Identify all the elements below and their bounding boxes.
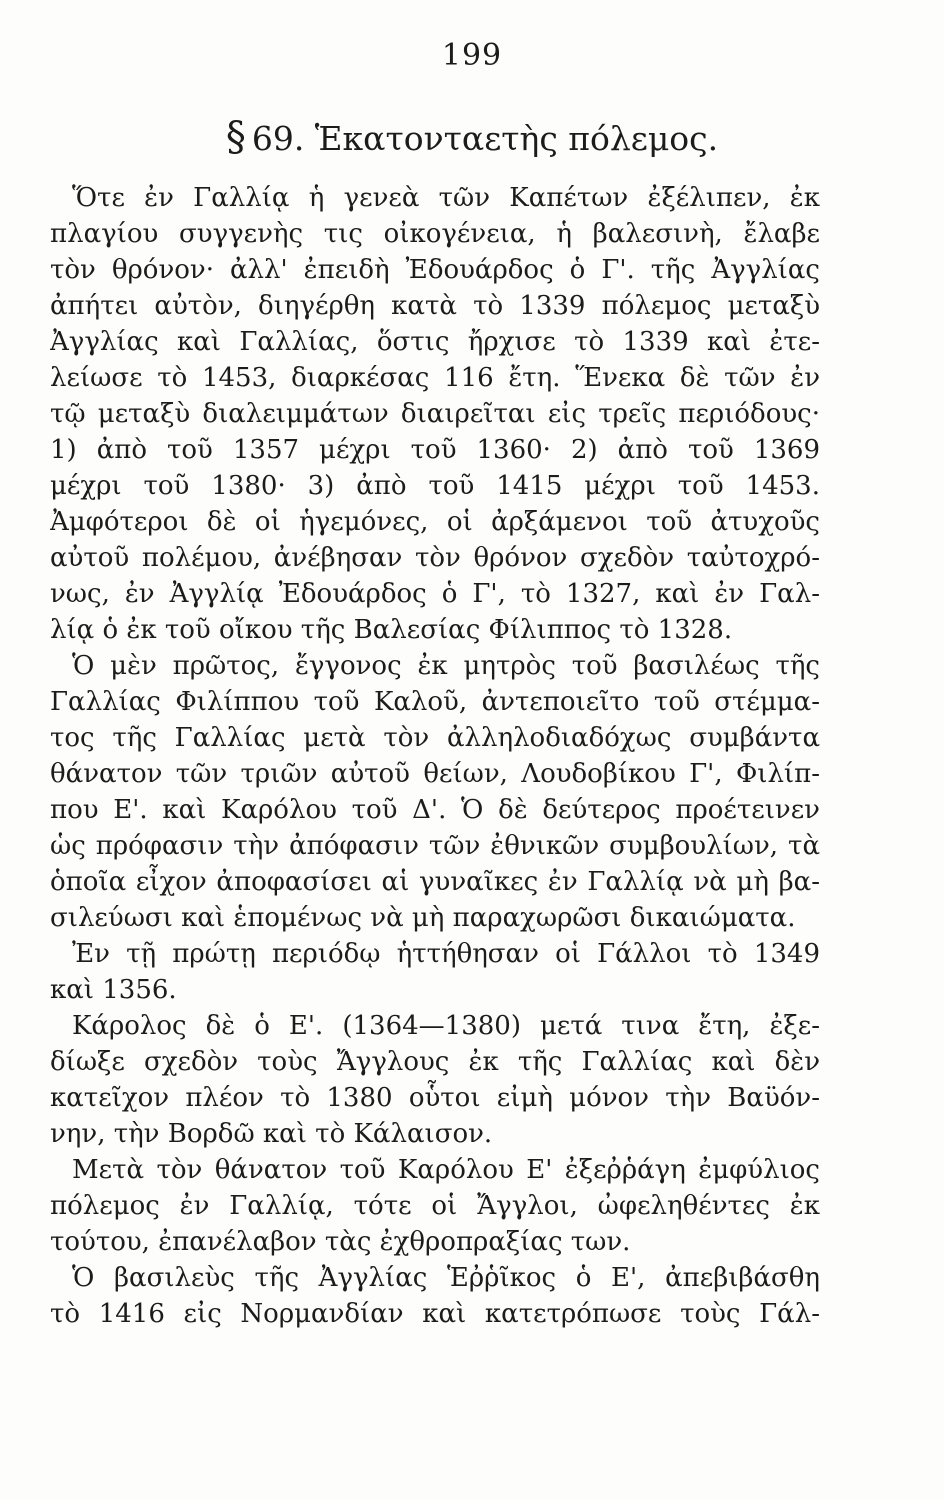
- text-line: Ὅτε ἐν Γαλλίᾳ ἡ γενεὰ τῶν Καπέτων ἐξέλιπεν, ἐκ: [72, 183, 820, 213]
- section-heading: [0, 114, 944, 160]
- text-line: σιλεύωσι καὶ ἑπομένως νὰ μὴ παραχωρῶσι δικαιώματα.: [50, 903, 796, 933]
- text-line: Κάρολος δὲ ὁ Ε'. (1364—1380) μετά τινα ἔτη, ἐξε-: [72, 1011, 820, 1041]
- text-line: Μετὰ τὸν θάνατον τοῦ Καρόλου Ε' ἐξεῤῥάγη ἐμφύλιος: [72, 1155, 820, 1185]
- text-line: Γαλλίας Φιλίππου τοῦ Καλοῦ, ἀντεποιεῖτο τοῦ στέμμα-: [50, 687, 820, 717]
- text-line: ὡς πρόφασιν τὴν ἀπόφασιν τῶν ἐθνικῶν συμβουλίων, τὰ: [50, 831, 820, 861]
- section-title: 69. Ἑκατονταετὴς πόλεμος.: [251, 119, 719, 158]
- text-line: πόλεμος ἐν Γαλλίᾳ, τότε οἱ Ἄγγλοι, ὠφεληθέντες ἐκ: [50, 1191, 820, 1221]
- text-line: πλαγίου συγγενὴς τις οἰκογένεια, ἡ βαλεσινὴ, ἔλαβε: [50, 219, 820, 249]
- text-line: νως, ἐν Ἀγγλίᾳ Ἐδουάρδος ὁ Γ', τὸ 1327, καὶ ἐν Γαλ-: [50, 579, 820, 609]
- text-line: Ὁ μὲν πρῶτος, ἔγγονος ἐκ μητρὸς τοῦ βασιλέως τῆς: [72, 651, 820, 681]
- text-line: τούτου, ἐπανέλαβον τὰς ἐχθροπραξίας των.: [50, 1227, 631, 1257]
- text-line: ὁποῖα εἶχον ἀποφασίσει αἱ γυναῖκες ἐν Γαλλίᾳ νὰ μὴ βα-: [50, 867, 820, 897]
- text-line: τος τῆς Γαλλίας μετὰ τὸν ἀλληλοδιαδόχως συμβάντα: [50, 723, 820, 753]
- text-line: νην, τὴν Βορδῶ καὶ τὸ Κάλαισον.: [50, 1119, 493, 1149]
- text-line: τῷ μεταξὺ διαλειμμάτων διαιρεῖται εἰς τρεῖς περιόδους·: [50, 399, 820, 429]
- text-line: Ὁ βασιλεὺς τῆς Ἀγγλίας Ἑῤῥῖκος ὁ Ε', ἀπεβιβάσθη: [72, 1263, 820, 1293]
- text-line: Ἐν τῇ πρώτῃ περιόδῳ ἡττήθησαν οἱ Γάλλοι τὸ 1349: [72, 939, 820, 969]
- text-line: τὸ 1416 εἰς Νορμανδίαν καὶ κατετρόπωσε τοὺς Γάλ-: [50, 1299, 820, 1329]
- text-line: λίᾳ ὁ ἐκ τοῦ οἴκου τῆς Βαλεσίας Φίλιππος τὸ 1328.: [50, 615, 733, 645]
- text-line: δίωξε σχεδὸν τοὺς Ἄγγλους ἐκ τῆς Γαλλίας καὶ δὲν: [50, 1047, 820, 1077]
- text-line: που Ε'. καὶ Καρόλου τοῦ Δ'. Ὁ δὲ δεύτερος προέτεινεν: [50, 795, 820, 825]
- text-line: αὐτοῦ πολέμου, ἀνέβησαν τὸν θρόνον σχεδὸν ταὐτοχρό-: [50, 543, 820, 573]
- text-line: Ἀμφότεροι δὲ οἱ ἡγεμόνες, οἱ ἀρξάμενοι τοῦ ἀτυχοῦς: [50, 507, 820, 537]
- section-sign: §: [225, 114, 246, 160]
- text-line: ἀπήτει αὐτὸν, διηγέρθη κατὰ τὸ 1339 πόλεμος μεταξὺ: [50, 291, 820, 321]
- body-text: [50, 180, 820, 1332]
- text-line: 1) ἀπὸ τοῦ 1357 μέχρι τοῦ 1360· 2) ἀπὸ τοῦ 1369: [50, 435, 820, 465]
- text-line: λείωσε τὸ 1453, διαρκέσας 116 ἔτη. Ἕνεκα δὲ τῶν ἐν: [50, 363, 820, 393]
- text-line: θάνατον τῶν τριῶν αὐτοῦ θείων, Λουδοβίκου Γ', Φιλίπ-: [50, 759, 820, 789]
- text-line: κατεῖχον πλέον τὸ 1380 οὗτοι εἰμὴ μόνον τὴν Βαϋόν-: [50, 1083, 820, 1113]
- text-line: καὶ 1356.: [50, 975, 177, 1005]
- page-number: 199: [441, 38, 503, 73]
- text-line: μέχρι τοῦ 1380· 3) ἀπὸ τοῦ 1415 μέχρι τοῦ 1453.: [50, 471, 820, 501]
- text-line: Ἀγγλίας καὶ Γαλλίας, ὅστις ἤρχισε τὸ 1339 καὶ ἐτε-: [50, 327, 820, 357]
- text-line: τὸν θρόνον· ἀλλ' ἐπειδὴ Ἐδουάρδος ὁ Γ'. τῆς Ἀγγλίας: [50, 255, 820, 285]
